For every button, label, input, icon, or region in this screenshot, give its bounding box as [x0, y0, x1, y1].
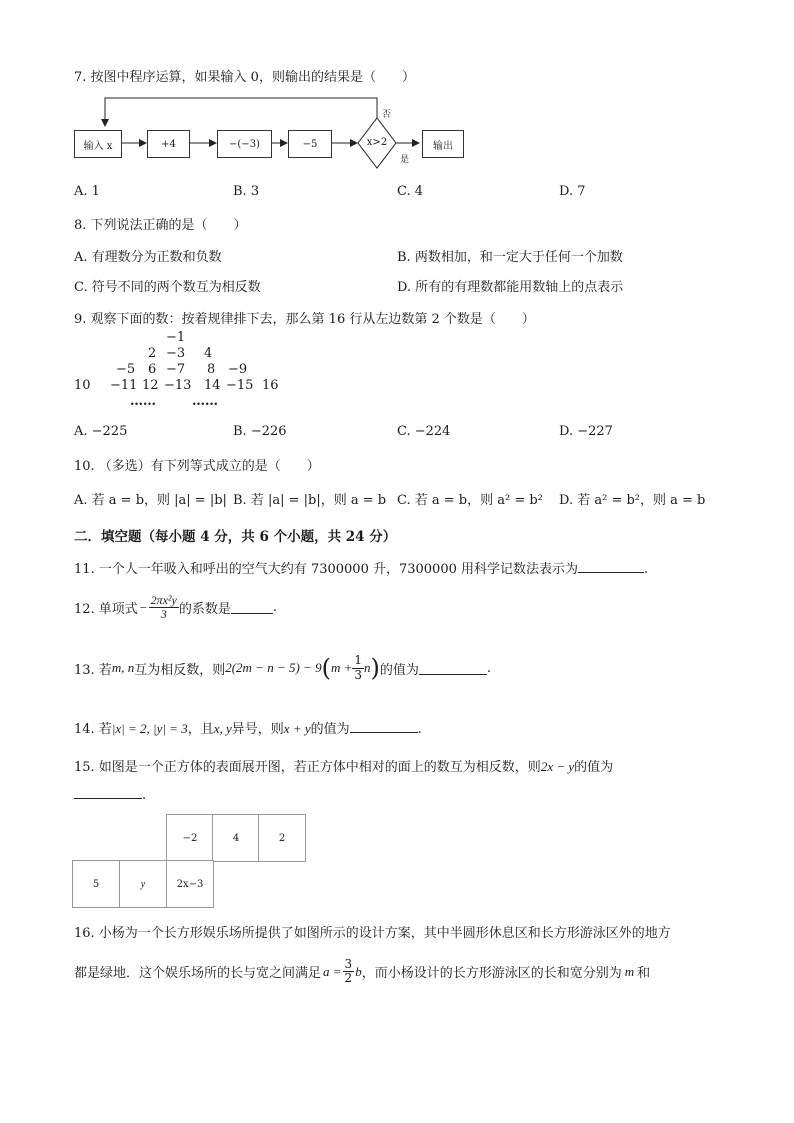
q16-b: b: [355, 963, 362, 979]
q15-line1: 15. 如图是一个正方体的表面展开图，若正方体中相对的面上的数互为相反数，则: [74, 760, 541, 775]
q16-m: m: [624, 963, 635, 979]
q15-row2: [74, 786, 146, 803]
q10-option-d: D. 若 a² = b²，则 a = b: [559, 493, 706, 508]
flow-condition: x>2: [366, 137, 388, 148]
q12-fraction: [149, 594, 179, 621]
tri-r2-2: −3: [166, 346, 186, 361]
net-face-2-label: 4: [232, 832, 240, 844]
q13-prefix: 13. 若: [74, 662, 112, 678]
q16-eq-lhs: a =: [323, 963, 342, 979]
q10-option-b: B. 若 |a| = |b|，则 a = b: [233, 493, 387, 508]
q13-vars: m, n: [111, 660, 135, 675]
flow-output-box: [422, 130, 464, 158]
net-face-5: [119, 860, 167, 908]
q14-answer-blank[interactable]: [350, 720, 418, 733]
q13-mid: 互为相反数，则: [134, 662, 226, 678]
q14-cond: |x| = 2, |y| = 3: [111, 721, 188, 736]
q15-row: [74, 756, 613, 775]
q10-stem: 10. （多选）有下列等式成立的是（ ）: [74, 459, 320, 474]
tri-r4-2: −11: [110, 378, 138, 393]
net-face-3: [258, 814, 306, 862]
q8-option-c: C. 符号不同的两个数互为相反数: [74, 280, 261, 295]
q11-answer-blank[interactable]: [578, 560, 644, 573]
q12-prefix: 12. 单项式: [74, 602, 138, 618]
tri-r4-1: 10: [74, 378, 91, 393]
q13-row: [74, 654, 491, 682]
q7-flowchart: [60, 88, 480, 174]
q16-frac-den: 2: [344, 971, 353, 986]
q14-period: .: [417, 722, 422, 737]
q11-text: 11. 一个人一年吸入和呼出的空气大约有 7300000 升，7300000 用科学记数法表示为: [74, 562, 578, 577]
q11-row: [74, 558, 648, 577]
q14-mid2: 异号，则: [231, 722, 284, 737]
flow-step1: +4: [161, 138, 176, 150]
tri-r4-6: −15: [226, 378, 254, 393]
section-2-heading: 二．填空题（每小题 4 分，共 6 个小题，共 24 分）: [74, 529, 397, 545]
q15-period: .: [142, 788, 147, 803]
flow-yes-label: 是: [400, 155, 410, 165]
q10-option-c: C. 若 a = b，则 a² = b²: [397, 493, 543, 508]
q14-suffix: 的值为: [310, 722, 350, 737]
q12-frac-den: 3: [160, 607, 167, 622]
flow-no-label: 否: [382, 110, 392, 120]
q7-option-c: C. 4: [397, 184, 424, 199]
q12-row: [74, 594, 277, 621]
tri-r3-1: −5: [116, 362, 136, 377]
q16-fraction: [343, 958, 355, 985]
q8-stem: 8. 下列说法正确的是（ ）: [74, 218, 247, 233]
q16-line1: 16. 小杨为一个长方形娱乐场所提供了如图所示的设计方案，其中半圆形休息区和长方形游泳区外的地方: [74, 926, 671, 941]
q7-stem: 7. 按图中程序运算，如果输入 0，则输出的结果是（ ）: [74, 70, 415, 85]
q14-expr: x + y: [283, 721, 311, 736]
tri-r2-1: 2: [148, 346, 157, 361]
q13-paren-close: ): [370, 654, 380, 682]
tri-r4-5: 14: [204, 378, 221, 393]
q10-option-a: A. 若 a = b，则 |a| = |b|: [74, 493, 227, 508]
q13-inner: m +: [330, 660, 353, 675]
flow-input-box: [74, 130, 122, 158]
q9-option-d: D. −227: [559, 424, 613, 439]
flow-step2: −(−3): [229, 138, 260, 150]
q14-prefix: 14. 若: [74, 722, 112, 737]
q15-expr: 2x − y: [540, 759, 575, 774]
q16-frac-num: 3: [344, 957, 353, 971]
q13-answer-blank[interactable]: [419, 662, 487, 675]
tri-dots-1: ……: [130, 394, 156, 409]
q13-suffix: 的值为: [379, 662, 419, 678]
net-face-6: [166, 860, 214, 908]
q11-period: .: [644, 562, 649, 577]
net-face-1: [166, 814, 214, 862]
q8-option-d: D. 所有的有理数都能用数轴上的点表示: [397, 280, 624, 295]
q8-option-b: B. 两数相加，和一定大于任何一个加数: [397, 250, 623, 265]
q9-option-b: B. −226: [233, 424, 287, 439]
q9-number-triangle: [70, 330, 310, 414]
net-face-2: [212, 814, 260, 862]
tri-dots-2: ……: [192, 394, 218, 409]
tri-r3-2: 6: [148, 362, 157, 377]
q15-cube-net: [72, 814, 306, 908]
net-face-4: [72, 860, 120, 908]
tri-r4-4: −13: [164, 378, 192, 393]
tri-r2-3: 4: [204, 346, 213, 361]
q7-option-d: D. 7: [559, 184, 586, 199]
flow-step1-box: [147, 130, 190, 158]
q13-n: n: [364, 660, 371, 675]
flow-input: 输入 x: [83, 140, 113, 152]
tri-r4-7: 16: [262, 378, 279, 393]
tri-r1-1: −1: [166, 330, 186, 345]
q13-paren-open: (: [321, 654, 331, 682]
q16-line2: [74, 958, 650, 985]
q13-frac-num: 1: [354, 653, 363, 668]
q12-frac-num: 2πx²y: [150, 593, 177, 607]
q13-frac-den: 3: [354, 667, 363, 682]
tri-r3-5: −9: [228, 362, 248, 377]
net-face-4-label: 5: [92, 878, 100, 890]
tri-r3-3: −7: [166, 362, 186, 377]
flow-output: 输出: [433, 140, 453, 152]
q14-vars: x, y: [213, 721, 232, 736]
net-face-5-label: y: [140, 878, 146, 890]
net-face-3-label: 2: [278, 832, 286, 844]
q13-expr1: 2(2m − n − 5) − 9: [225, 660, 322, 675]
q14-row: [74, 718, 422, 737]
flow-step2-box: [217, 130, 272, 158]
flow-step3: −5: [302, 138, 318, 150]
q14-mid1: ，且: [187, 722, 214, 737]
net-face-6-label: 2x−3: [176, 878, 204, 890]
q13-fraction: [352, 654, 364, 681]
flow-step3-box: [288, 130, 332, 158]
q16-line2-b: ，而小杨设计的长方形游泳区的长和宽分别为: [361, 966, 622, 982]
q12-answer-blank[interactable]: [231, 601, 273, 614]
q7-option-b: B. 3: [233, 184, 260, 199]
tri-r4-3: 12: [142, 378, 159, 393]
q15-line1-end: 的值为: [574, 760, 614, 775]
net-face-1-label: −2: [182, 832, 198, 844]
q9-option-a: A. −225: [74, 424, 128, 439]
q8-option-a: A. 有理数分为正数和负数: [74, 250, 222, 265]
q7-option-a: A. 1: [74, 184, 100, 199]
q13-period: .: [486, 660, 492, 676]
tri-r3-4: 8: [207, 362, 216, 377]
q9-option-c: C. −224: [397, 424, 451, 439]
q12-minus: −: [138, 599, 148, 615]
q12-suffix: 的系数是: [178, 602, 231, 618]
q12-period: .: [272, 600, 278, 616]
q9-stem: 9. 观察下面的数：按着规律排下去，那么第 16 行从左边数第 2 个数是（ ）: [74, 312, 535, 327]
q15-answer-blank[interactable]: [74, 786, 142, 799]
q16-line2-a: 都是绿地．这个娱乐场所的长与宽之间满足: [74, 966, 322, 982]
q16-line2-c: 和: [637, 966, 651, 982]
